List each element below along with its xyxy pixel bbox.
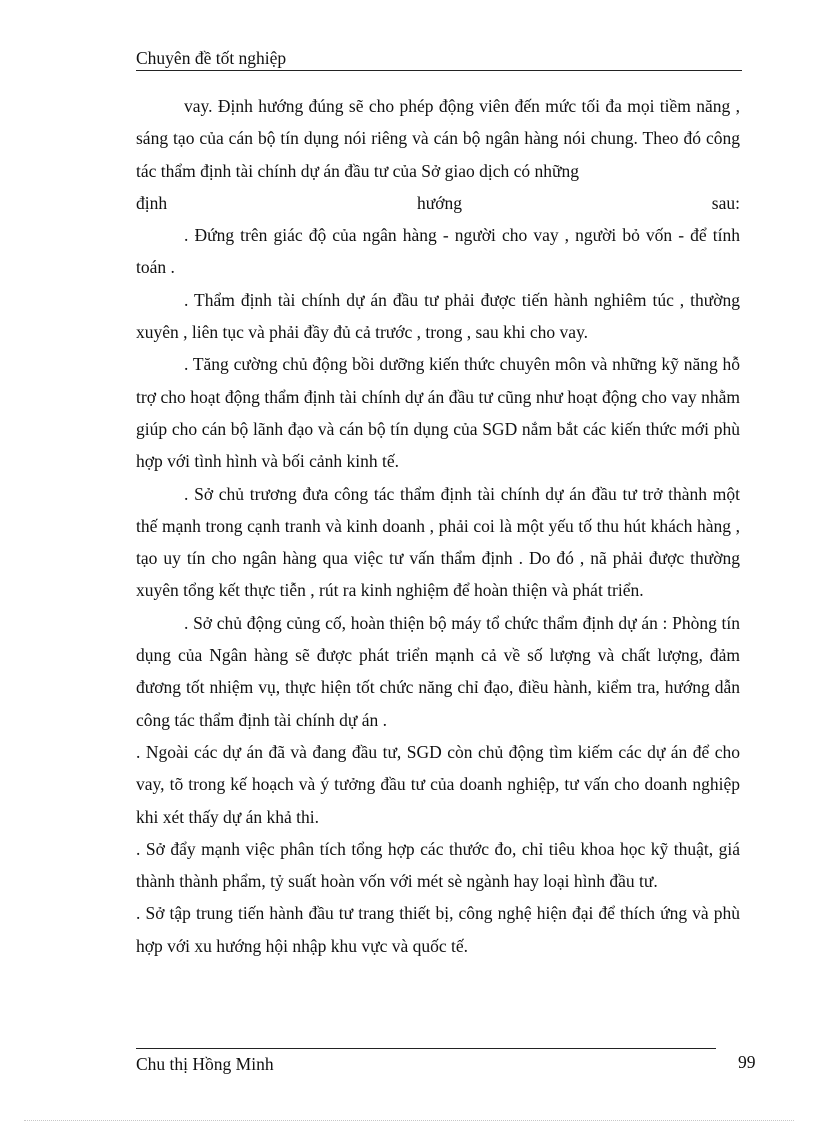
paragraph: . Ngoài các dự án đã và đang đầu tư, SGD còn chủ động tìm kiếm các dự án để cho vay, tõ trong kế hoạch và ý tưởng đầu tư của doanh nghiệp, tư vấn cho doanh nghiệp khi xét thấy dự án khả thi. <box>136 741 740 827</box>
page-number: 99 <box>738 1052 756 1072</box>
paragraph: vay. Định hướng đúng sẽ cho phép động viên đến mức tối đa mọi tiềm năng , sáng tạo của cán bộ tín dụng nói riêng và cán bộ ngân hàng nói chung. Theo đó công tác thẩm định tài chính dự án đầu tư của Sở giao dịch có những <box>136 96 740 181</box>
paragraph: . Sở chủ trương đưa công tác thẩm định tài chính dự án đầu tư trở thành một thế mạnh trong cạnh tranh và kinh doanh , phải coi là một yếu tố thu hút khách hàng , tạo uy tín cho ngân hàng qua việc tư vấn thẩm định . Do đó , nã phải được thường xuyên tổng kết thực tiễn , rút ra kinh nghiệm để hoàn thiện và phát triển. <box>136 483 740 601</box>
paragraph: . Tăng cường chủ động bồi dưỡng kiến thức chuyên môn và những kỹ năng hỗ trợ cho hoạt động thẩm định tài chính dự án đầu tư cũng như hoạt động cho vay nhằm giúp cho cán bộ lãnh đạo và cán bộ tín dụng của SGD nắm bắt các kiến thức mới phù hợp với tình hình và bối cảnh kinh tế. <box>136 354 740 472</box>
document-body <box>136 90 740 962</box>
paragraph: . Thẩm định tài chính dự án đầu tư phải được tiến hành nghiêm túc , thường xuyên , liên tục và phải đầy đủ cả trước , trong , sau khi cho vay. <box>136 289 740 343</box>
paragraph: . Sở đẩy mạnh việc phân tích tổng hợp các thước đo, chỉ tiêu khoa học kỹ thuật, giá thành thành phẩm, tỷ suất hoàn vốn với mét sè ngành hay loại hình đầu tư. <box>136 838 740 892</box>
paragraph: . Sở tập trung tiến hành đầu tư trang thiết bị, công nghệ hiện đại để thích ứng và phù hợp với xu hướng hội nhập khu vực và quốc tế. <box>136 903 740 956</box>
footer-author: Chu thị Hồng Minh <box>136 1054 274 1074</box>
page-bottom-border <box>24 1120 794 1121</box>
page-header <box>136 47 742 71</box>
header-title: Chuyên đề tốt nghiệp <box>136 48 287 68</box>
paragraph: định hướng sau: <box>136 192 740 213</box>
footer-divider <box>136 1048 716 1049</box>
paragraph: . Đứng trên giác độ của ngân hàng - người cho vay , người bỏ vốn - để tính toán . <box>136 225 740 278</box>
paragraph: . Sở chủ động củng cố, hoàn thiện bộ máy tổ chức thẩm định dự án : Phòng tín dụng của Ngân hàng sẽ được phát triển mạnh cả về số lượng và chất lượng, đảm đương tốt nhiệm vụ, thực hiện tốt chức năng chỉ đạo, điều hành, kiểm tra, hướng dẫn công tác thẩm định tài chính dự án . <box>136 612 740 730</box>
